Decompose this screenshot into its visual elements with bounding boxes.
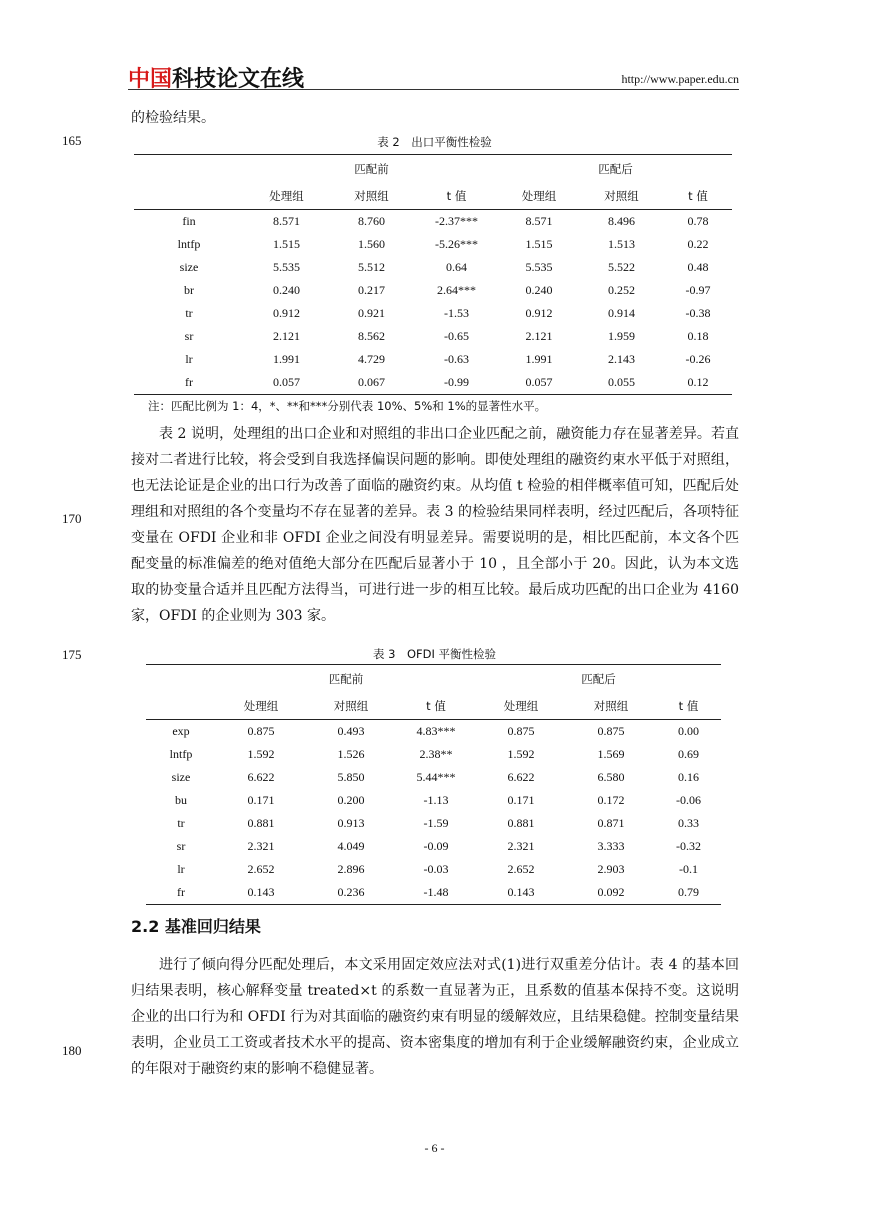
body-paragraph-2: 进行了倾向得分匹配处理后，本文采用固定效应法对式(1)进行双重差分估计。表 4 的基本回归结果表明，核心解释变量 treated×t 的系数一直显著为正，且系数的值基本保持不变。这说明企业的出口行为和 OFDI 行为对其面临的融资约束有明显的缓解效应，且结果稳健。控制变量结果表明，企业员工工资或者技术水平的提高、资本密集度的增加有利于企业缓解融资约束，企业成立的年限对于融资约束的影响不稳健显著。 [131,957,739,1077]
table-cell: 0.092 [566,881,656,905]
table-cell: 2.321 [247,839,275,853]
table-cell: 0.16 [678,770,699,784]
table3-col-header: t 值 [656,692,721,720]
table2-group-after: 匹配后 [499,155,732,183]
table-cell: -1.59 [423,816,449,830]
table-cell: 0.78 [687,214,709,228]
table-cell: 0.143 [216,881,306,905]
table3-col-header: 对照组 [306,692,396,720]
row-variable: size [171,770,191,784]
table-cell: 1.515 [273,237,300,251]
table-row [134,325,732,348]
table-row [134,210,732,234]
line-number: 180 [62,1043,82,1058]
table-cell: 0.48 [687,260,709,274]
table-cell: 0.12 [664,371,732,395]
table-cell: 8.562 [358,329,385,343]
table-cell: 0.64 [446,260,467,274]
table-cell: 1.592 [507,747,535,761]
row-variable: size [179,260,199,274]
table-cell: 0.055 [579,371,664,395]
table-cell: 0.143 [476,881,566,905]
table-cell: -1.13 [423,793,449,807]
table2-group-before: 匹配前 [244,155,499,183]
table-cell: 2.143 [608,352,635,366]
row-variable: lr [185,352,193,366]
header-rule [128,89,739,90]
section-title: 2.2 基准回归结果 [131,917,261,936]
table-cell: -1.53 [444,306,469,320]
table3-caption: 表 3 OFDI 平衡性检验 [372,647,497,661]
logo-black-text: 科技论文在线 [172,67,305,92]
table-cell: 8.760 [358,214,385,228]
table-row [134,233,732,256]
row-variable: bu [175,793,187,807]
table-cell: 6.622 [507,770,535,784]
table-cell: -0.63 [444,352,469,366]
table-cell: 0.240 [273,283,300,297]
table2-col-header: 对照组 [579,182,664,210]
table-cell: 1.560 [358,237,385,251]
table2-note: 注：匹配比例为 1：4，*、**和***分别代表 10%、5%和 1%的显著性水平。 [148,399,547,413]
table-cell: 0.871 [597,816,625,830]
table-cell: 5.44*** [416,770,456,784]
table-cell: 0.217 [358,283,385,297]
row-variable: sr [184,329,194,343]
table2 [134,154,732,395]
table-row [134,371,732,395]
table-cell: 0.912 [525,306,553,320]
table-cell: 4.729 [358,352,385,366]
line-number: 170 [62,511,82,526]
table-cell: 0.875 [507,724,535,738]
row-variable: lntfp [177,237,201,251]
table-cell: -0.65 [444,329,469,343]
table-cell: 2.121 [525,329,553,343]
table-cell: 0.921 [358,306,385,320]
table-cell: 1.959 [608,329,635,343]
table-cell: 8.496 [608,214,635,228]
table-cell: 0.33 [678,816,699,830]
table-cell: 1.991 [525,352,553,366]
table-row [134,256,732,279]
row-variable: tr [185,306,193,320]
row-variable: fr [146,881,216,905]
table-cell: 1.592 [247,747,275,761]
row-variable: tr [177,816,185,830]
table-cell: 2.652 [507,862,535,876]
table-cell: 0.00 [678,724,699,738]
table2-col-header: t 值 [414,182,499,210]
table-cell: 0.18 [687,329,709,343]
table-cell: 0.913 [337,816,365,830]
table3-col-header: 对照组 [566,692,656,720]
table-cell: 0.171 [247,793,275,807]
table-cell: 0.875 [247,724,275,738]
table-row [146,743,721,766]
table-row [146,835,721,858]
table-cell: 1.991 [273,352,300,366]
table-cell: -2.37*** [435,214,478,228]
table3-col-header: 处理组 [216,692,306,720]
table-cell: 0.881 [507,816,535,830]
table-cell: -0.06 [676,793,701,807]
table-cell: 5.512 [358,260,385,274]
table3-col-header: 处理组 [476,692,566,720]
table-cell: 2.321 [507,839,535,853]
table-cell: 1.515 [525,237,553,251]
table3-col-header: t 值 [396,692,476,720]
table2-col-header: t 值 [664,182,732,210]
table-cell: -0.38 [685,306,711,320]
table-row [146,858,721,881]
table-cell: 6.580 [597,770,625,784]
row-variable: fin [182,214,196,228]
table-cell: 4.049 [337,839,365,853]
table-row [146,766,721,789]
table-cell: -0.32 [676,839,701,853]
table-cell: 8.571 [273,214,300,228]
line-number: 165 [62,133,82,148]
table3 [146,664,721,905]
table-cell: 2.121 [273,329,300,343]
table-cell: 5.850 [337,770,365,784]
table-cell: 0.493 [337,724,365,738]
table-cell: 0.200 [337,793,365,807]
table3-group-after: 匹配后 [476,665,721,693]
table-cell: 1.526 [337,747,365,761]
table-cell: 0.912 [273,306,300,320]
table-row [146,789,721,812]
table2-col-header: 处理组 [499,182,579,210]
table2-col-header: 处理组 [244,182,329,210]
table-cell: -0.09 [423,839,449,853]
table-cell: 0.881 [247,816,275,830]
table-cell: 0.067 [329,371,414,395]
table-row [146,881,721,905]
table-cell: -1.48 [396,881,476,905]
table-cell: 0.252 [608,283,635,297]
table-cell: -0.26 [685,352,711,366]
table-row [134,279,732,302]
table-cell: 0.875 [597,724,625,738]
table-row [134,302,732,325]
table-cell: 4.83*** [416,724,456,738]
table-cell: 5.522 [608,260,635,274]
table3-group-before: 匹配前 [216,665,476,693]
table-row [134,348,732,371]
logo-red-text: 中国 [128,67,173,92]
table-cell: 5.535 [273,260,300,274]
table-cell: -5.26*** [435,237,478,251]
row-variable: exp [172,724,190,738]
table-cell: 0.171 [507,793,535,807]
table-cell: 2.896 [337,862,365,876]
header-url[interactable]: http://www.paper.edu.cn [621,72,739,86]
table-cell: -0.97 [685,283,711,297]
body-paragraph-1: 表 2 说明，处理组的出口企业和对照组的非出口企业匹配之前，融资能力存在显著差异。若直接对二者进行比较，将会受到自我选择偏误问题的影响。即使处理组的融资约束水平低于对照组，也无法论证是企业的出口行为改善了面临的融资约束。从均值 t 检验的相伴概率值可知，匹配后处理组和对照组的各个变量均不存在显著的差异。表 3 的检验结果同样表明，经过匹配后，各项特征变量在 OFDI 企业和非 OFDI 企业之间没有明显差异。需要说明的是，相比匹配前，本文各个匹配变量的标准偏差的绝对值绝大部分在匹配后显著小于 10 ，且全部小于 20。因此，认为本文选取的协变量合适并且匹配方法得当，可进行进一步的相互比较。最后成功匹配的出口企业为 4160 家，OFDI 的企业则为 303 家。 [131,426,739,624]
table-cell: 0.69 [678,747,699,761]
table-cell: 0.057 [244,371,329,395]
row-variable: br [184,283,194,297]
table-cell: 5.535 [525,260,553,274]
table2-col-header: 对照组 [329,182,414,210]
table-cell: 0.79 [656,881,721,905]
table-cell: 0.236 [306,881,396,905]
table-cell: 6.622 [247,770,275,784]
table-cell: 3.333 [597,839,625,853]
table-cell: 2.64*** [437,283,476,297]
table-cell: -0.03 [423,862,449,876]
table-cell: 0.22 [687,237,709,251]
table-cell: 0.172 [597,793,625,807]
row-variable: sr [176,839,186,853]
table-cell: 1.513 [608,237,635,251]
table-row [146,812,721,835]
table-cell: -0.1 [679,862,698,876]
row-variable: fr [134,371,244,395]
table-cell: 0.240 [525,283,553,297]
table-cell: 2.903 [597,862,625,876]
page-number: - 6 - [424,1141,445,1155]
line-number: 175 [62,647,82,662]
table2-caption: 表 2 出口平衡性检验 [377,135,492,149]
table-cell: 2.652 [247,862,275,876]
table-cell: -0.99 [414,371,499,395]
table-cell: 8.571 [525,214,553,228]
table-cell: 2.38** [419,747,453,761]
intro-text: 的检验结果。 [131,110,215,126]
table-cell: 1.569 [597,747,625,761]
table-cell: 0.914 [608,306,635,320]
table-row [146,720,721,744]
row-variable: lntfp [169,747,193,761]
table-cell: 0.057 [499,371,579,395]
row-variable: lr [177,862,185,876]
